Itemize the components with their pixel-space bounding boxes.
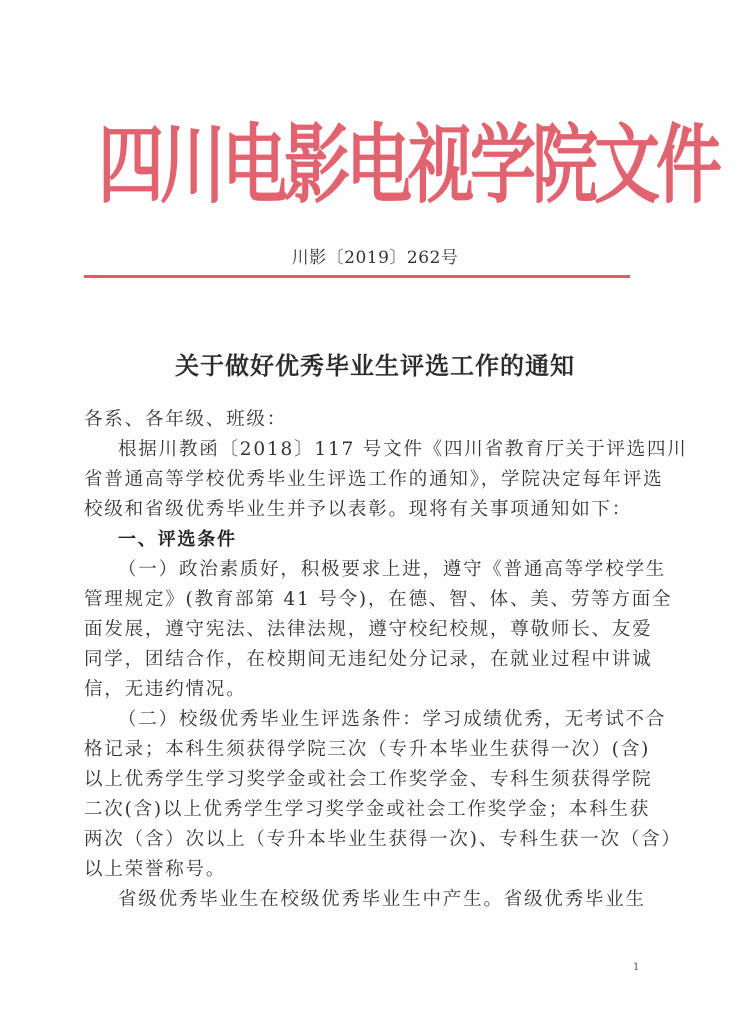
page-number: 1 [633,962,640,973]
document-body [84,405,688,915]
salutation: 各系、各年级、班级： [84,409,288,430]
paragraph-line: （二）校级优秀毕业生评选条件：学习成绩优秀，无考试不合 [118,709,667,730]
paragraph-line: 两次（含）次以上（专升本毕业生获得一次)、专科生获一次（含） [84,829,682,850]
paragraph-line: （一）政治素质好，积极要求上进，遵守《普通高等学校学生 [118,559,667,580]
paragraph-line: 根据川教函〔2018〕117 号文件《四川省教育厅关于评选四川 [118,439,688,460]
paragraph-line: 管理规定》(教育部第 41 号令)，在德、智、体、美、劳等方面全 [84,589,673,610]
paragraph-line: 同学，团结合作，在校期间无违纪处分记录，在就业过程中讲诚 [84,649,653,670]
notice-title: 关于做好优秀毕业生评选工作的通知 [175,351,575,380]
paragraph-line: 省级优秀毕业生在校级优秀毕业生中产生。省级优秀毕业生 [118,889,646,910]
red-divider-line [84,275,630,278]
paragraph-line: 信，无违约情况。 [84,679,247,700]
paragraph-line: 以上优秀学生学习奖学金或社会工作奖学金、专科生须获得学院 [84,769,653,790]
paragraph-line: 以上荣誉称号。 [84,859,227,880]
paragraph-line: 面发展，遵守宪法、法律法规，遵守校纪校规，尊敬师长、友爱 [84,619,653,640]
paragraph-line: 二次(含)以上优秀学生学习奖学金或社会工作奖学金；本科生获 [84,799,651,820]
paragraph-line: 省普通高等学校优秀毕业生评选工作的通知》，学院决定每年评选 [84,469,664,490]
document-number: 川影〔2019〕262号 [291,248,459,268]
section-heading: 一、评选条件 [118,529,237,550]
paragraph-line: 格记录；本科生须获得学院三次（专升本毕业生获得一次）(含) [84,739,651,760]
paragraph-line: 校级和省级优秀毕业生并予以表彰。现将有关事项通知如下： [84,499,633,520]
masthead-title: 四川电影电视学院文件 [98,115,718,216]
